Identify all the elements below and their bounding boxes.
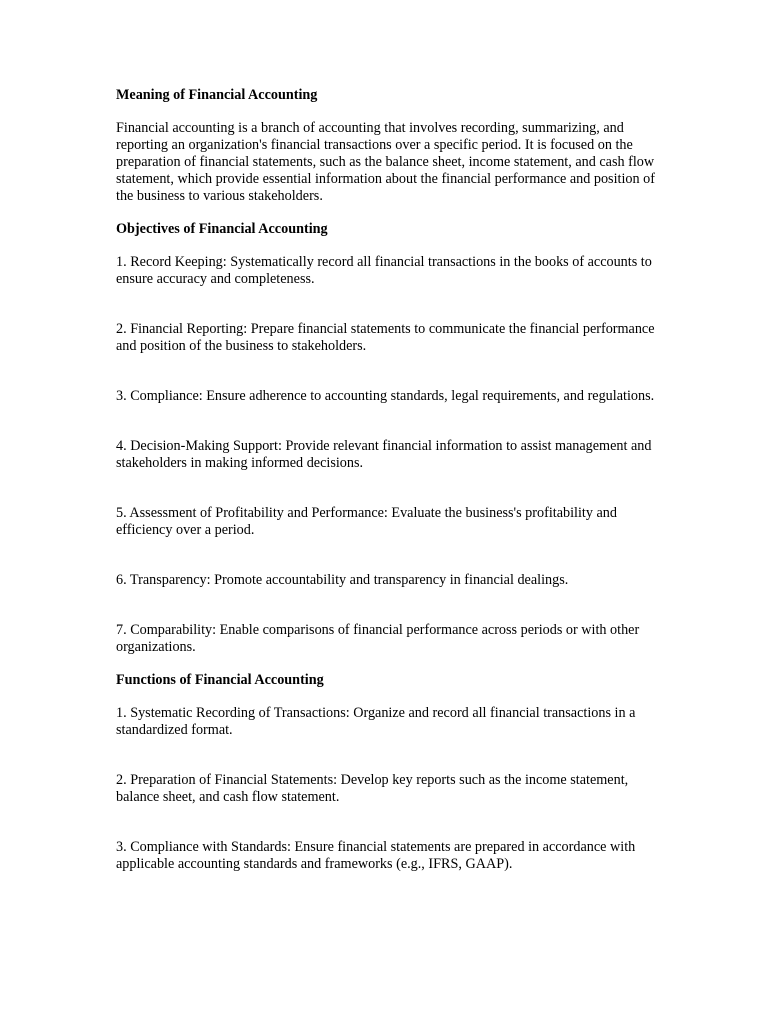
objective-item-1: 1. Record Keeping: Systematically record all financial transactions in the books of accounts to ensure accuracy and completeness. [116,254,652,287]
objective-item-4: 4. Decision-Making Support: Provide relevant financial information to assist management and stakeholders in making informed decisions. [116,438,652,471]
function-item-3: 3. Compliance with Standards: Ensure financial statements are prepared in accordance with applicable accounting standards and frameworks (e.g., IFRS, GAAP). [116,839,636,872]
objective-item-2: 2. Financial Reporting: Prepare financial statements to communicate the financial performance and position of the business to stakeholders. [116,321,655,354]
functions-heading: Functions of Financial Accounting [116,672,324,688]
meaning-paragraph: Financial accounting is a branch of accounting that involves recording, summarizing, and reporting an organization's financial transactions over a specific period. It is focused on the preparation of financial statements, such as the balance sheet, income statement, and cash flow statement, which provide essential information about the financial performance and position of the business to various stakeholders. [116,120,655,204]
objective-item-6: 6. Transparency: Promote accountability and transparency in financial dealings. [116,572,569,588]
function-item-2: 2. Preparation of Financial Statements: Develop key reports such as the income statement, balance sheet, and cash flow statement. [116,772,629,805]
meaning-heading: Meaning of Financial Accounting [116,87,318,103]
objective-item-5: 5. Assessment of Profitability and Performance: Evaluate the business's profitability and efficiency over a period. [116,505,617,538]
objective-item-7: 7. Comparability: Enable comparisons of financial performance across periods or with other organizations. [116,622,640,655]
function-item-1: 1. Systematic Recording of Transactions: Organize and record all financial transactions in a standardized format. [116,705,636,738]
document-page [116,87,656,873]
objectives-heading: Objectives of Financial Accounting [116,221,328,237]
objective-item-3: 3. Compliance: Ensure adherence to accounting standards, legal requirements, and regulations. [116,388,655,404]
